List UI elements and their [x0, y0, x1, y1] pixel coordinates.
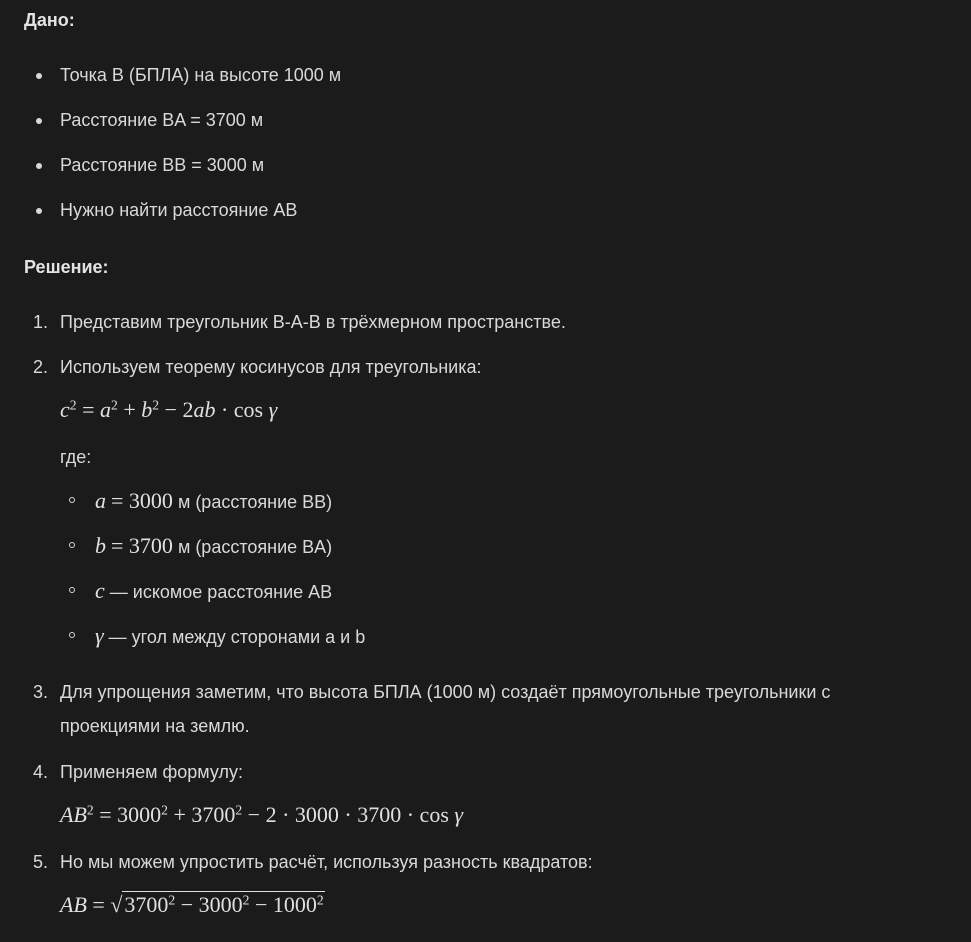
step-text: Используем теорему косинусов для треугольника: [60, 357, 482, 377]
given-item: Нужно найти расстояние AB [60, 200, 298, 220]
ab-squared-formula: $AB^2 = 3000^2 + 3700^2 - 2 \cdot 3000 \cdot 3700 \cdot \cos \gamma$ [60, 802, 464, 827]
where-label: где: [60, 447, 92, 467]
step-text-continued: проекциями на землю. [60, 716, 250, 736]
step-number: 5. [33, 852, 49, 872]
circle-bullet-icon [69, 587, 75, 593]
bullet-icon [36, 73, 42, 79]
circle-bullet-icon [69, 632, 75, 638]
bullet-icon [36, 208, 42, 214]
step-number: 3. [33, 682, 49, 702]
circle-bullet-icon [69, 542, 75, 548]
given-heading: Дано: [24, 10, 75, 30]
step-text: Применяем формулу: [60, 762, 243, 782]
step-number: 4. [33, 762, 49, 782]
where-item: b = 3700 м (расстояние BA) [95, 533, 333, 558]
ab-sqrt-formula: AB = $√3700^2 - 3000^2 - 1000^2$ [60, 892, 324, 917]
sqrt-icon: $√3700^2 - 3000^2 - 1000^2$ [110, 892, 324, 917]
bullet-icon [36, 118, 42, 124]
where-item: a = 3000 м (расстояние BB) [95, 488, 333, 513]
given-item: Расстояние BB = 3000 м [60, 155, 265, 175]
given-item: Точка B (БПЛА) на высоте 1000 м [60, 65, 342, 85]
circle-bullet-icon [69, 497, 75, 503]
step-text: Представим треугольник B-A-B в трёхмерном пространстве. [60, 312, 566, 332]
step-number: 2. [33, 357, 49, 377]
step-number: 1. [33, 312, 49, 332]
solution-heading: Решение: [24, 257, 109, 277]
where-item: γ — угол между сторонами a и b [95, 623, 366, 648]
where-item: c — искомое расстояние AB [95, 578, 333, 603]
law-of-cosines-formula: $c^2 = a^2 + b^2 - 2ab \cdot \cos \gamma$ [60, 397, 278, 422]
step-text: Но мы можем упростить расчёт, используя разность квадратов: [60, 852, 593, 872]
step-text: Для упрощения заметим, что высота БПЛА (1000 м) создаёт прямоугольные треугольники с [60, 682, 831, 702]
bullet-icon [36, 163, 42, 169]
given-item: Расстояние BA = 3700 м [60, 110, 264, 130]
